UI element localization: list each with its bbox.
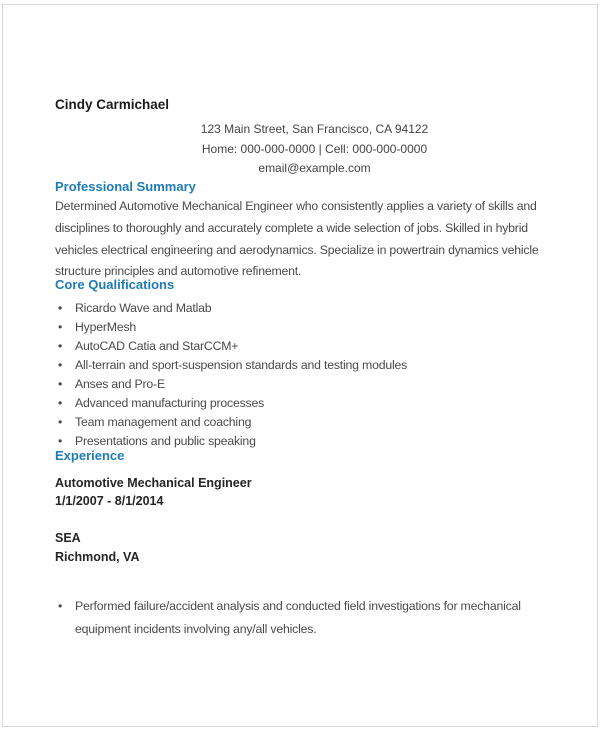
- bullet-icon: •: [58, 300, 63, 315]
- list-item: [55, 394, 546, 413]
- resume-content: [3, 97, 597, 640]
- list-item: [55, 318, 546, 337]
- list-item-text: Ricardo Wave and Matlab: [75, 300, 212, 315]
- bullet-icon: •: [58, 414, 63, 429]
- job-block: [55, 474, 546, 567]
- list-item: [55, 356, 546, 375]
- contact-email: email@example.com: [258, 161, 371, 176]
- contact-block: [55, 120, 546, 179]
- bullet-icon: •: [58, 376, 63, 391]
- experience-bullet-list: [55, 595, 546, 640]
- list-item-text: Anses and Pro-E: [75, 376, 165, 391]
- candidate-name: Cindy Carmichael: [55, 97, 170, 112]
- list-item-text: Presentations and public speaking: [75, 433, 256, 448]
- contact-phone: Home: 000-000-0000 | Cell: 000-000-0000: [201, 141, 428, 156]
- bullet-icon: •: [58, 357, 63, 372]
- section-heading-experience: Experience: [55, 447, 125, 463]
- bullet-icon: •: [58, 599, 63, 614]
- list-item-text: All-terrain and sport-suspension standards and testing modules: [75, 357, 408, 372]
- list-item: [55, 432, 546, 451]
- bullet-icon: •: [58, 338, 63, 353]
- section-heading-core-qualifications: Core Qualifications: [55, 276, 175, 292]
- list-item-text: AutoCAD Catia and StarCCM+: [75, 338, 239, 353]
- list-item: [55, 595, 546, 640]
- list-item: [55, 299, 546, 318]
- list-item-text: Advanced manufacturing processes: [75, 395, 265, 410]
- bullet-icon: •: [58, 395, 63, 410]
- job-spacer: [55, 511, 546, 530]
- list-item: [55, 375, 546, 394]
- resume-page: [2, 4, 598, 727]
- job-title: Automotive Mechanical Engineer: [55, 475, 252, 490]
- bullet-icon: •: [58, 319, 63, 334]
- list-item-text: Performed failure/accident analysis and conducted field investigations for mechanical equipment incidents involving any/all vehicles.: [75, 599, 521, 636]
- list-item: [55, 413, 546, 432]
- bullet-icon: •: [58, 433, 63, 448]
- job-company: SEA: [55, 531, 81, 546]
- job-location: Richmond, VA: [55, 549, 140, 564]
- contact-address: 123 Main Street, San Francisco, CA 94122: [200, 122, 429, 136]
- section-heading-professional-summary: Professional Summary: [55, 179, 196, 195]
- qualifications-list: [55, 299, 546, 451]
- list-item-text: HyperMesh: [75, 319, 137, 334]
- summary-paragraph: Determined Automotive Mechanical Engineer who consistently applies a variety of skills and disciplines to thoroughly and accurately complete a wide selection of jobs. Skilled in hybrid vehicles electrical engineering and aerodynamics. Specialize in powertrain dynamics vehicle structure principles and automotive refinement.: [55, 199, 539, 279]
- job-date-range: 1/1/2007 - 8/1/2014: [55, 494, 164, 509]
- list-item: [55, 337, 546, 356]
- list-item-text: Team management and coaching: [75, 414, 252, 429]
